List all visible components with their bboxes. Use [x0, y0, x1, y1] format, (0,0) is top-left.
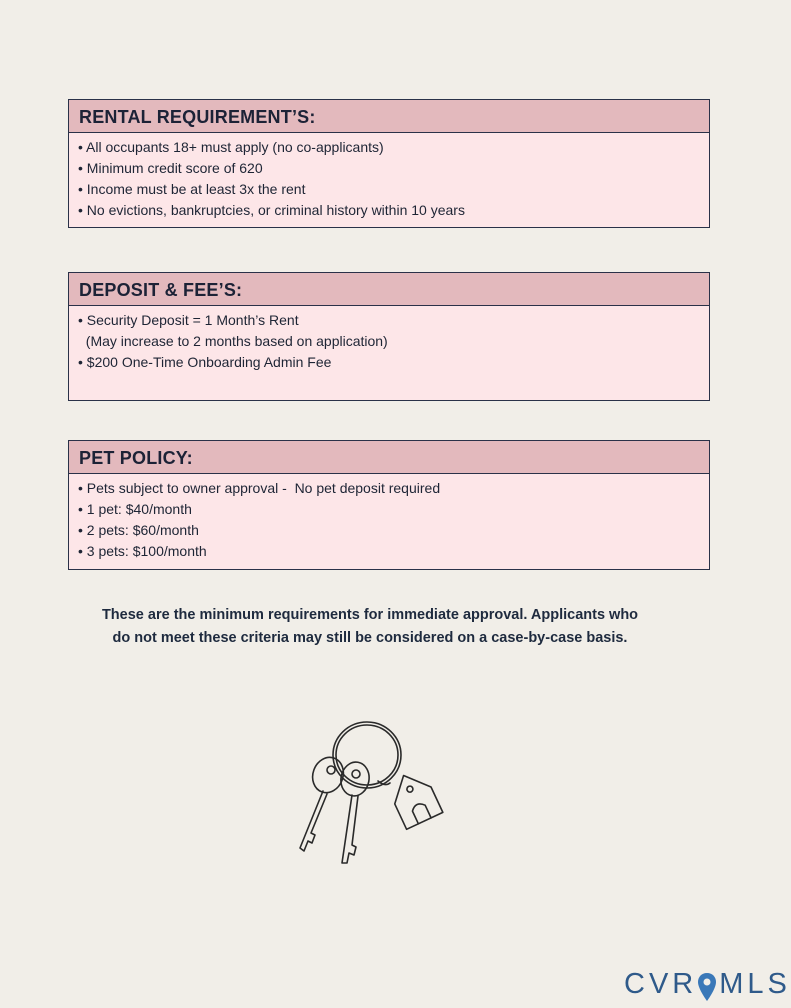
list-item: • All occupants 18+ must apply (no co-applicants)	[78, 139, 384, 155]
logo-text-left: CVR	[624, 968, 698, 1000]
map-pin-icon	[697, 972, 717, 1002]
pet-policy-title: PET POLICY:	[69, 441, 709, 474]
keys-illustration	[290, 715, 450, 865]
list-item: • Pets subject to owner approval - No pet deposit required	[78, 480, 441, 496]
list-item: • Minimum credit score of 620	[78, 160, 263, 176]
pet-policy-box	[68, 440, 710, 570]
key-icon-left	[300, 753, 348, 851]
pet-policy-list	[69, 474, 709, 562]
list-item: • No evictions, bankruptcies, or criminal history within 10 years	[78, 202, 465, 218]
list-item: • Income must be at least 3x the rent	[78, 181, 306, 197]
house-keychain-icon	[385, 767, 442, 829]
list-item: • 1 pet: $40/month	[78, 501, 192, 517]
list-item: (May increase to 2 months based on application)	[78, 333, 388, 349]
rental-requirements-list	[69, 133, 709, 221]
deposit-fees-list	[69, 306, 709, 373]
approval-note	[40, 604, 700, 650]
cvrmls-logo	[624, 968, 791, 1004]
approval-note-line-1: These are the minimum requirements for immediate approval. Applicants who	[101, 607, 639, 623]
deposit-fees-title: DEPOSIT & FEE’S:	[69, 273, 709, 306]
list-item: • 2 pets: $60/month	[78, 522, 199, 538]
rental-requirements-box	[68, 99, 710, 228]
approval-note-line-2: do not meet these criteria may still be considered on a case-by-case basis.	[112, 630, 628, 646]
deposit-fees-box	[68, 272, 710, 401]
rental-requirements-title: RENTAL REQUIREMENT’S:	[69, 100, 709, 133]
list-item: • 3 pets: $100/month	[78, 543, 207, 559]
list-item: • Security Deposit = 1 Month’s Rent	[78, 312, 299, 328]
logo-text-right: MLS	[719, 968, 791, 1000]
list-item: • $200 One-Time Onboarding Admin Fee	[78, 354, 332, 370]
